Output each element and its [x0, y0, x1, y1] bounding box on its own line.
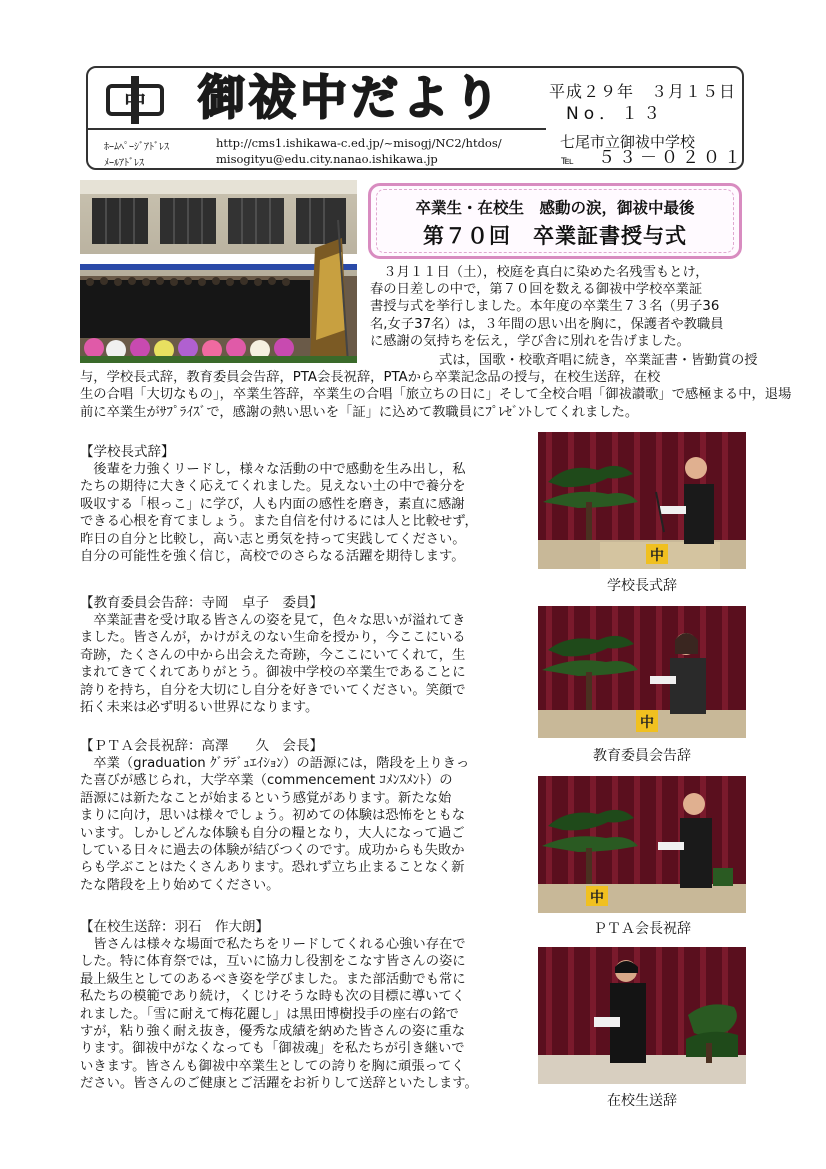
text-line: 後輩を力強くリードし，様々な活動の中で感動を生み出し，私: [80, 462, 466, 477]
mail-address[interactable]: misogityu@edu.city.nanao.ishikawa.jp: [216, 152, 438, 166]
intro-line: 書授与式を挙行しました。本年度の卒業生７３名（男子36: [370, 299, 720, 315]
education-board-text: [80, 612, 466, 716]
tel-label: ℡: [561, 153, 574, 167]
principal-photo-caption: 学校長式辞: [607, 578, 677, 594]
principal-speech-heading: 【学校長式辞】: [80, 444, 175, 460]
text-line: まれてきてくれてありがとう。御祓中学校の卒業生であることに: [80, 665, 466, 681]
student-farewell-photo-caption: 在校生送辞: [607, 1093, 677, 1109]
text-line: 私たちの模範であり続け，くじけそうな時も次の目標に導いてく: [80, 989, 466, 1005]
text-line: た喜びが感じられ，大学卒業（commencement ｺﾒﾝｽﾒﾝﾄ）の: [80, 773, 453, 789]
text-line: すが，粘り強く耐え抜き，優秀な成績を納めた皆さんの姿に重な: [80, 1023, 466, 1039]
text-line: たな階段を上り始めてください。: [80, 877, 280, 893]
intro-paragraph: [370, 264, 724, 350]
school-name: 七尾市立御祓中学校: [560, 133, 696, 151]
text-line: ださい。皆さんのご健康とご活躍をお祈りして送辞といたします。: [80, 1076, 478, 1092]
text-line: います。しかしどんな体験も自分の糧となり，大人になって過ご: [80, 825, 465, 841]
text-line: 卒業証書を受け取る皆さんの姿を見て，色々な思いが溢れてき: [80, 613, 466, 628]
principal-photo: [538, 432, 746, 569]
pta-president-photo: [538, 776, 746, 913]
summary-line: 与，学校長式辞，教育委員会告辞，PTA会長祝辞，PTAから卒業記念品の授与，在校生送辞，在校: [80, 370, 661, 386]
text-line: できる心根を育てましょう。また自信を付けるには人と比較せず，: [80, 514, 478, 530]
principal-speech-text: [80, 461, 478, 565]
text-line: いきます。皆さんも御祓中卒業生としての誇りを胸に頑張ってく: [80, 1058, 465, 1074]
newsletter-title: 御祓中だより: [198, 71, 504, 126]
ceremony-summary-paragraph: [80, 352, 791, 421]
education-board-photo: [538, 606, 746, 738]
text-line: 昨日の自分と比較し，高い志と勇気を持って実践してください。: [80, 531, 466, 547]
svg-text:中: 中: [590, 890, 604, 906]
text-line: 奇跡，たくさんの中から出会えた奇跡，今ここにいてくれて，生: [80, 647, 466, 663]
text-line: 拓く未来は必ず明るい世界になります。: [80, 699, 319, 715]
text-line: 最上級生としてのあるべき姿を学びました。また部活動でも常に: [80, 971, 466, 987]
student-farewell-photo: [538, 947, 746, 1084]
headline-subtitle: 卒業生・在校生 感動の涙，御祓中最後: [415, 199, 695, 217]
ceremony-gym-photo: [80, 180, 357, 363]
logo-char: 中: [123, 90, 147, 115]
intro-line: ３月１１日（土），校庭を真白に染めた名残雪もとけ，: [370, 265, 709, 280]
text-line: している日々に過去の体験が結びつくのです。成功からも失敗か: [80, 842, 465, 858]
homepage-url[interactable]: http://cms1.ishikawa-c.ed.jp/~misogj/NC2/htdos/: [216, 136, 502, 150]
issue-date: 平成２９年 ３月１５日: [549, 82, 737, 101]
tel-number: ５３－０２０１: [598, 148, 745, 168]
intro-line: 名,女子37名）は，３年間の思い出を胸に，保護者や教職員: [370, 316, 724, 332]
education-board-photo-caption: 教育委員会告辞: [593, 748, 691, 764]
summary-line: 前に卒業生がｻﾌﾟﾗｲｽﾞで，感謝の熱い思いを「証」に込めて教職員にﾌﾟﾚｾﾞﾝﾄしてくれました。: [80, 404, 639, 420]
intro-line: 春の日差しの中で，第７０回を数える御祓中学校卒業証: [370, 282, 703, 298]
school-logo-icon: [104, 74, 166, 126]
text-line: ました。皆さんが，かけがえのない生命を授かり，今ここにいる: [80, 630, 466, 646]
svg-text:中: 中: [640, 715, 654, 731]
text-line: 自分の可能性を強く信じ，高校でのさらなる活躍を期待します。: [80, 548, 465, 564]
homepage-label: ﾎｰﾑﾍﾟｰｼﾞｱﾄﾞﾚｽ: [104, 142, 169, 153]
svg-text:中: 中: [650, 548, 664, 564]
headline-title: 第７０回 卒業証書授与式: [423, 224, 687, 248]
student-farewell-text: [80, 936, 478, 1093]
pta-speech-text: [80, 755, 469, 894]
education-board-heading: 【教育委員会告辞：寺岡 卓子 委員】: [80, 595, 323, 611]
mail-label: ﾒｰﾙｱﾄﾞﾚｽ: [104, 158, 144, 169]
text-line: まりに向け，思いは様々でしょう。初めての体験は恐怖をともな: [80, 808, 466, 824]
text-line: 皆さんは様々な場面で私たちをリードしてくれる心強い存在で: [80, 937, 466, 952]
issue-number: No．１３: [566, 104, 666, 124]
text-line: 吸収する「根っこ」に学び，人も内面の感性を磨き，素直に感謝: [80, 496, 465, 512]
pta-speech-heading: 【ＰＴＡ会長祝辞：高澤 久 会長】: [80, 738, 323, 754]
text-line: れました。「雪に耐えて梅花麗し」は黒田博樹投手の座右の銘で: [80, 1006, 459, 1022]
text-line: たちの期待に大きく応えてくれました。見えない土の中で養分を: [80, 479, 466, 495]
intro-line: に感謝の気持ちを伝え，学び舎に別れを告げました。: [370, 333, 690, 349]
text-line: 卒業（graduation ｸﾞﾗﾃﾞｭｴｲｼｮﾝ）の語源には，階段を上りきっ: [80, 756, 470, 771]
masthead-divider: [86, 128, 546, 130]
summary-line: 生の合唱「大切なもの」，卒業生答辞，卒業生の合唱「旅立ちの日に」そして全校合唱「御祓讃歌」で感極まる中，退場: [80, 387, 792, 403]
text-line: ります。御祓中がなくなっても「御祓魂」を私たちが引き継いで: [80, 1041, 465, 1057]
pta-president-photo-caption: ＰＴＡ会長祝辞: [593, 921, 691, 937]
text-line: した。特に体育祭では，互いに協力し役割をこなす皆さんの姿に: [80, 954, 466, 970]
student-farewell-heading: 【在校生送辞：羽石 作大朗】: [80, 919, 269, 935]
text-line: 誇りを持ち，自分を大切にし自分を好きでいてください。笑顔で: [80, 682, 466, 698]
text-line: らも学ぶことはたくさんあります。恐れず立ち止まることなく新: [80, 860, 465, 876]
summary-line: 式は，国歌・校歌斉唱に続き，卒業証書・皆勤賞の授: [80, 353, 758, 368]
text-line: 語源には新たなことが始まるという感覚があります。新たな始: [80, 790, 452, 806]
